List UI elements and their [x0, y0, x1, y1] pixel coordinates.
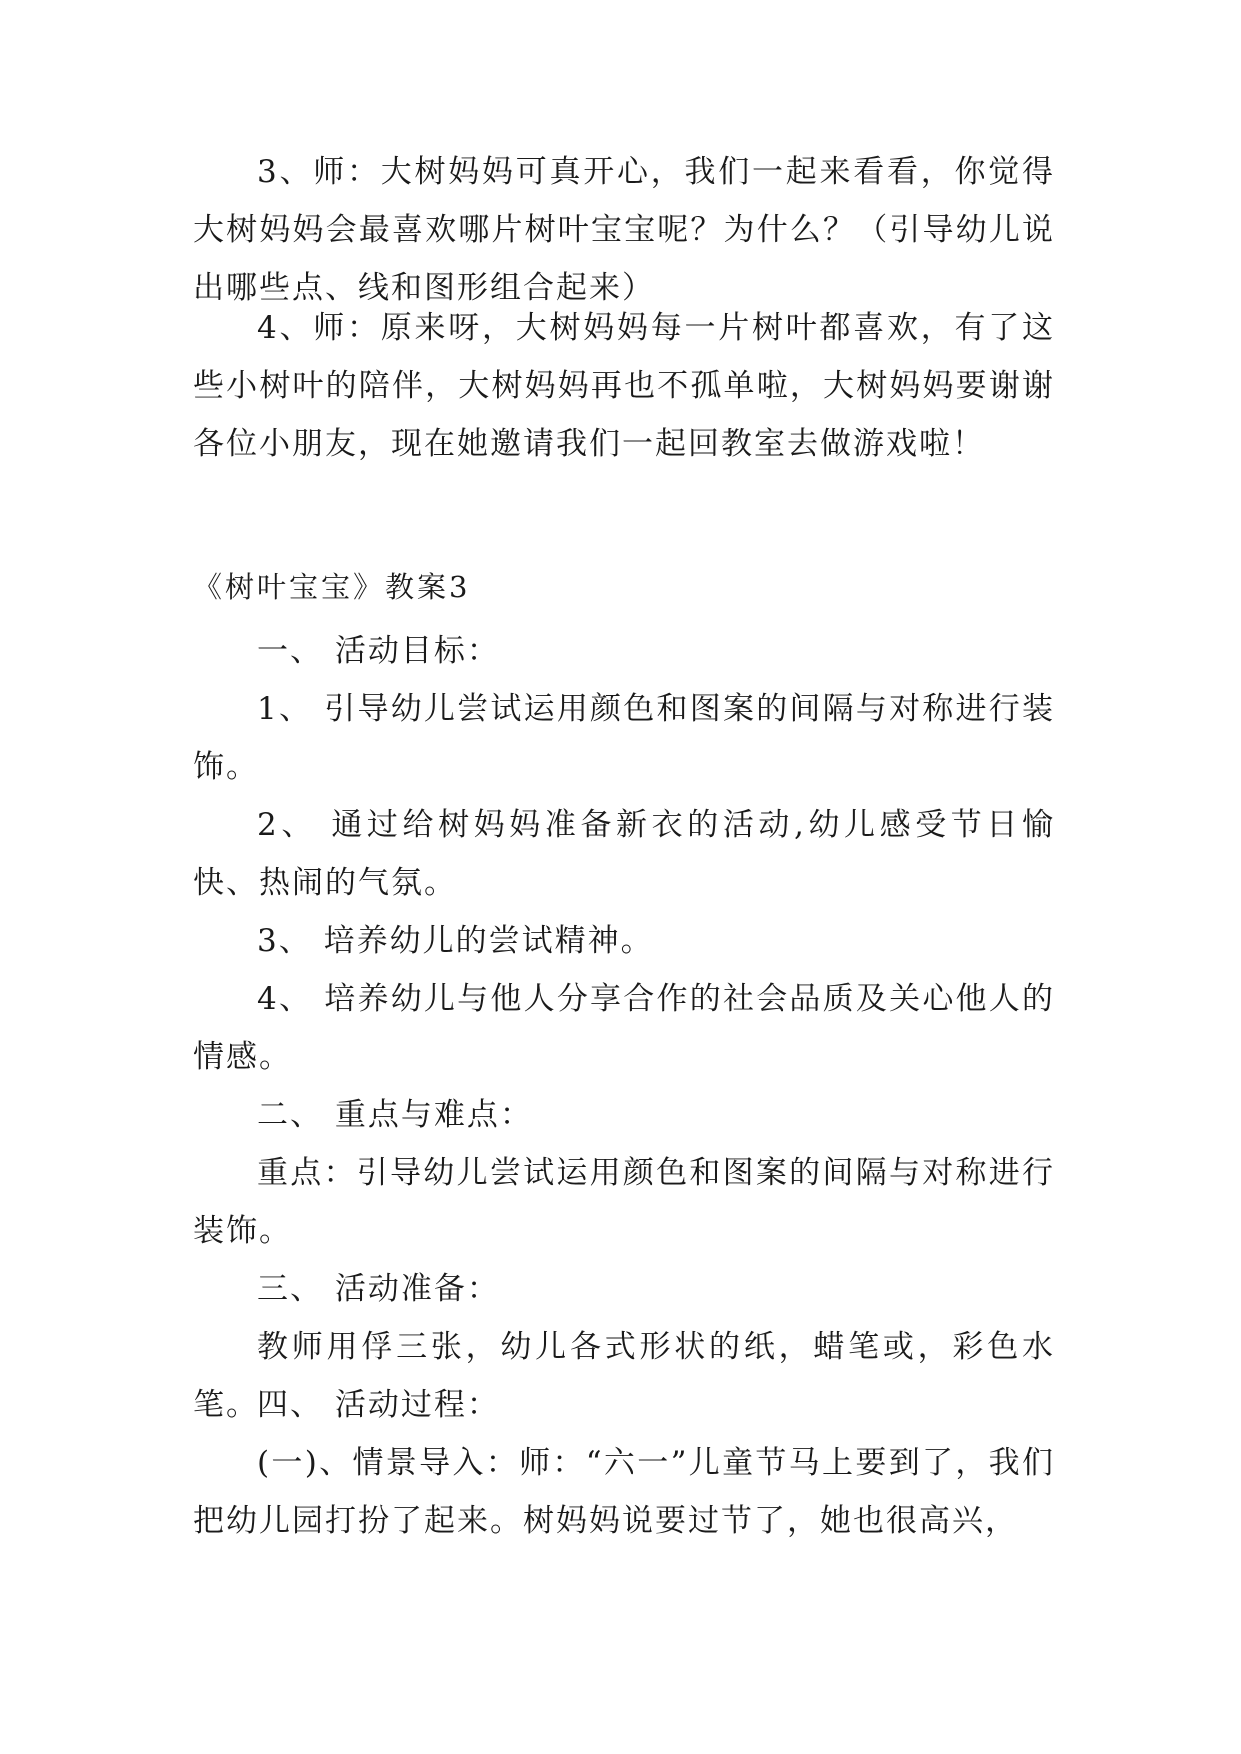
- key-point-text: 重点：引导幼儿尝试运用颜色和图案的间隔与对称进行装饰。: [193, 1155, 1055, 1249]
- heading-preparation: 三、 活动准备：: [257, 1271, 500, 1307]
- goal-item-2: 2、 通过给树妈妈准备新衣的活动,幼儿感受节日愉快、热闹的气氛。: [193, 807, 1055, 901]
- heading-process: 四、 活动过程：: [257, 1387, 500, 1423]
- section-title: 《树叶宝宝》教案3: [193, 570, 471, 604]
- paragraph-teacher-3: 3、师：大树妈妈可真开心，我们一起来看看，你觉得大树妈妈会最喜欢哪片树叶宝宝呢？为什么？（引导幼儿说出哪些点、线和图形组合起来）: [193, 154, 1055, 306]
- goal-item-3: 3、 培养幼儿的尝试精神。: [257, 923, 654, 959]
- goal-item-1: 1、 引导幼儿尝试运用颜色和图案的间隔与对称进行装饰。: [193, 691, 1055, 785]
- goal-item-4: 4、 培养幼儿与他人分享合作的社会品质及关心他人的情感。: [193, 981, 1055, 1075]
- preparation-text: 教师用俘三张，幼儿各式形状的纸，蜡笔或，彩色水笔。: [193, 1329, 1055, 1423]
- heading-activity-goals: 一、 活动目标：: [257, 633, 500, 669]
- heading-key-points: 二、 重点与难点：: [257, 1097, 533, 1133]
- paragraph-teacher-4: 4、师：原来呀，大树妈妈每一片树叶都喜欢，有了这些小树叶的陪伴，大树妈妈再也不孤单啦，大树妈妈要谢谢各位小朋友，现在她邀请我们一起回教室去做游戏啦！: [193, 310, 1055, 462]
- process-step-1: (一)、情景导入：师：“六一”儿童节马上要到了，我们把幼儿园打扮了起来。树妈妈说要过节了，她也很高兴，: [193, 1445, 1055, 1539]
